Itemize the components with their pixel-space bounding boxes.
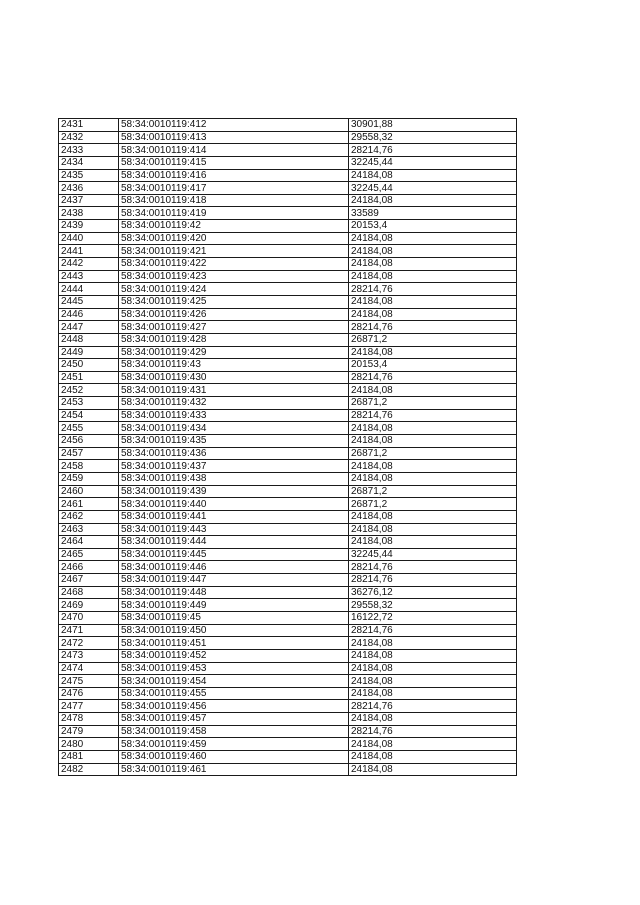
value-cell: 28214,76 — [349, 574, 517, 587]
cadastral-number-cell: 58:34:0010119:448 — [119, 586, 349, 599]
row-number-cell: 2478 — [59, 713, 119, 726]
table-row — [59, 371, 517, 384]
cadastral-number-cell: 58:34:0010119:460 — [119, 751, 349, 764]
row-number-cell: 2439 — [59, 220, 119, 233]
table-row — [59, 523, 517, 536]
value-cell: 28214,76 — [349, 561, 517, 574]
row-number-cell: 2431 — [59, 119, 119, 132]
cadastral-number-cell: 58:34:0010119:453 — [119, 662, 349, 675]
table-row — [59, 574, 517, 587]
row-number-cell: 2453 — [59, 397, 119, 410]
value-cell: 26871,2 — [349, 397, 517, 410]
row-number-cell: 2447 — [59, 321, 119, 334]
table-row — [59, 599, 517, 612]
row-number-cell: 2482 — [59, 763, 119, 776]
value-cell: 24184,08 — [349, 460, 517, 473]
cadastral-number-cell: 58:34:0010119:445 — [119, 548, 349, 561]
row-number-cell: 2445 — [59, 295, 119, 308]
value-cell: 24184,08 — [349, 346, 517, 359]
row-number-cell: 2442 — [59, 258, 119, 271]
table-row — [59, 283, 517, 296]
cadastral-number-cell: 58:34:0010119:433 — [119, 409, 349, 422]
row-number-cell: 2454 — [59, 409, 119, 422]
cadastral-number-cell: 58:34:0010119:461 — [119, 763, 349, 776]
value-cell: 28214,76 — [349, 321, 517, 334]
value-cell: 24184,08 — [349, 169, 517, 182]
table-row — [59, 586, 517, 599]
row-number-cell: 2446 — [59, 308, 119, 321]
value-cell: 24184,08 — [349, 510, 517, 523]
cadastral-number-cell: 58:34:0010119:438 — [119, 472, 349, 485]
cadastral-number-cell: 58:34:0010119:455 — [119, 687, 349, 700]
value-cell: 20153,4 — [349, 220, 517, 233]
value-cell: 26871,2 — [349, 498, 517, 511]
value-cell: 24184,08 — [349, 523, 517, 536]
table-row — [59, 611, 517, 624]
cadastral-number-cell: 58:34:0010119:428 — [119, 333, 349, 346]
table-row — [59, 649, 517, 662]
table-row — [59, 472, 517, 485]
value-cell: 16122,72 — [349, 611, 517, 624]
value-cell: 24184,08 — [349, 675, 517, 688]
row-number-cell: 2438 — [59, 207, 119, 220]
row-number-cell: 2432 — [59, 131, 119, 144]
table-row — [59, 675, 517, 688]
row-number-cell: 2443 — [59, 270, 119, 283]
table-row — [59, 169, 517, 182]
row-number-cell: 2449 — [59, 346, 119, 359]
row-number-cell: 2448 — [59, 333, 119, 346]
cadastral-number-cell: 58:34:0010119:415 — [119, 156, 349, 169]
data-table — [58, 118, 517, 776]
table-row — [59, 131, 517, 144]
row-number-cell: 2441 — [59, 245, 119, 258]
value-cell: 24184,08 — [349, 738, 517, 751]
row-number-cell: 2458 — [59, 460, 119, 473]
cadastral-number-cell: 58:34:0010119:425 — [119, 295, 349, 308]
row-number-cell: 2467 — [59, 574, 119, 587]
cadastral-number-cell: 58:34:0010119:412 — [119, 119, 349, 132]
cadastral-number-cell: 58:34:0010119:423 — [119, 270, 349, 283]
value-cell: 24184,08 — [349, 194, 517, 207]
cadastral-number-cell: 58:34:0010119:439 — [119, 485, 349, 498]
cadastral-number-cell: 58:34:0010119:458 — [119, 725, 349, 738]
table-row — [59, 447, 517, 460]
value-cell: 24184,08 — [349, 662, 517, 675]
cadastral-number-cell: 58:34:0010119:449 — [119, 599, 349, 612]
row-number-cell: 2468 — [59, 586, 119, 599]
value-cell: 26871,2 — [349, 485, 517, 498]
row-number-cell: 2474 — [59, 662, 119, 675]
row-number-cell: 2464 — [59, 536, 119, 549]
row-number-cell: 2470 — [59, 611, 119, 624]
table-row — [59, 144, 517, 157]
table-row — [59, 624, 517, 637]
table-row — [59, 245, 517, 258]
table-row — [59, 258, 517, 271]
cadastral-number-cell: 58:34:0010119:424 — [119, 283, 349, 296]
value-cell: 26871,2 — [349, 333, 517, 346]
table-row — [59, 498, 517, 511]
cadastral-number-cell: 58:34:0010119:413 — [119, 131, 349, 144]
cadastral-number-cell: 58:34:0010119:437 — [119, 460, 349, 473]
row-number-cell: 2475 — [59, 675, 119, 688]
value-cell: 24184,08 — [349, 536, 517, 549]
value-cell: 30901,88 — [349, 119, 517, 132]
table-row — [59, 194, 517, 207]
cadastral-number-cell: 58:34:0010119:450 — [119, 624, 349, 637]
table-row — [59, 333, 517, 346]
table-row — [59, 295, 517, 308]
row-number-cell: 2450 — [59, 359, 119, 372]
table-row — [59, 763, 517, 776]
value-cell: 28214,76 — [349, 700, 517, 713]
row-number-cell: 2465 — [59, 548, 119, 561]
row-number-cell: 2435 — [59, 169, 119, 182]
table-row — [59, 156, 517, 169]
table-row — [59, 713, 517, 726]
cadastral-number-cell: 58:34:0010119:43 — [119, 359, 349, 372]
row-number-cell: 2463 — [59, 523, 119, 536]
row-number-cell: 2473 — [59, 649, 119, 662]
row-number-cell: 2460 — [59, 485, 119, 498]
row-number-cell: 2471 — [59, 624, 119, 637]
value-cell: 33589 — [349, 207, 517, 220]
row-number-cell: 2477 — [59, 700, 119, 713]
value-cell: 24184,08 — [349, 751, 517, 764]
cadastral-number-cell: 58:34:0010119:441 — [119, 510, 349, 523]
value-cell: 29558,32 — [349, 599, 517, 612]
cadastral-number-cell: 58:34:0010119:436 — [119, 447, 349, 460]
value-cell: 24184,08 — [349, 232, 517, 245]
row-number-cell: 2455 — [59, 422, 119, 435]
value-cell: 24184,08 — [349, 637, 517, 650]
cadastral-number-cell: 58:34:0010119:432 — [119, 397, 349, 410]
row-number-cell: 2469 — [59, 599, 119, 612]
value-cell: 24184,08 — [349, 472, 517, 485]
cadastral-number-cell: 58:34:0010119:444 — [119, 536, 349, 549]
value-cell: 28214,76 — [349, 409, 517, 422]
table-row — [59, 359, 517, 372]
table-row — [59, 751, 517, 764]
value-cell: 24184,08 — [349, 308, 517, 321]
cadastral-number-cell: 58:34:0010119:454 — [119, 675, 349, 688]
table-row — [59, 725, 517, 738]
table-row — [59, 220, 517, 233]
value-cell: 24184,08 — [349, 763, 517, 776]
table-row — [59, 460, 517, 473]
cadastral-number-cell: 58:34:0010119:429 — [119, 346, 349, 359]
table-row — [59, 485, 517, 498]
table-body — [59, 119, 517, 776]
cadastral-number-cell: 58:34:0010119:422 — [119, 258, 349, 271]
row-number-cell: 2466 — [59, 561, 119, 574]
table-row — [59, 662, 517, 675]
table-row — [59, 207, 517, 220]
row-number-cell: 2472 — [59, 637, 119, 650]
table-row — [59, 536, 517, 549]
value-cell: 24184,08 — [349, 245, 517, 258]
table-row — [59, 232, 517, 245]
cadastral-number-cell: 58:34:0010119:420 — [119, 232, 349, 245]
table-row — [59, 119, 517, 132]
table-row — [59, 346, 517, 359]
row-number-cell: 2434 — [59, 156, 119, 169]
value-cell: 29558,32 — [349, 131, 517, 144]
cadastral-number-cell: 58:34:0010119:414 — [119, 144, 349, 157]
row-number-cell: 2457 — [59, 447, 119, 460]
table-row — [59, 397, 517, 410]
row-number-cell: 2459 — [59, 472, 119, 485]
cadastral-number-cell: 58:34:0010119:42 — [119, 220, 349, 233]
row-number-cell: 2440 — [59, 232, 119, 245]
table-row — [59, 321, 517, 334]
row-number-cell: 2476 — [59, 687, 119, 700]
cadastral-number-cell: 58:34:0010119:452 — [119, 649, 349, 662]
cadastral-number-cell: 58:34:0010119:435 — [119, 435, 349, 448]
cadastral-number-cell: 58:34:0010119:459 — [119, 738, 349, 751]
table-row — [59, 409, 517, 422]
table-row — [59, 308, 517, 321]
table-row — [59, 435, 517, 448]
value-cell: 28214,76 — [349, 371, 517, 384]
value-cell: 24184,08 — [349, 713, 517, 726]
cadastral-number-cell: 58:34:0010119:447 — [119, 574, 349, 587]
row-number-cell: 2452 — [59, 384, 119, 397]
value-cell: 28214,76 — [349, 283, 517, 296]
table-row — [59, 384, 517, 397]
value-cell: 24184,08 — [349, 295, 517, 308]
cadastral-number-cell: 58:34:0010119:457 — [119, 713, 349, 726]
table-row — [59, 687, 517, 700]
cadastral-number-cell: 58:34:0010119:431 — [119, 384, 349, 397]
row-number-cell: 2461 — [59, 498, 119, 511]
cadastral-number-cell: 58:34:0010119:419 — [119, 207, 349, 220]
row-number-cell: 2437 — [59, 194, 119, 207]
value-cell: 24184,08 — [349, 258, 517, 271]
row-number-cell: 2456 — [59, 435, 119, 448]
table-row — [59, 510, 517, 523]
value-cell: 36276,12 — [349, 586, 517, 599]
cadastral-number-cell: 58:34:0010119:418 — [119, 194, 349, 207]
cadastral-number-cell: 58:34:0010119:456 — [119, 700, 349, 713]
value-cell: 28214,76 — [349, 144, 517, 157]
table-row — [59, 561, 517, 574]
cadastral-number-cell: 58:34:0010119:426 — [119, 308, 349, 321]
table-row — [59, 270, 517, 283]
cadastral-number-cell: 58:34:0010119:45 — [119, 611, 349, 624]
value-cell: 32245,44 — [349, 182, 517, 195]
table-row — [59, 422, 517, 435]
cadastral-number-cell: 58:34:0010119:416 — [119, 169, 349, 182]
row-number-cell: 2480 — [59, 738, 119, 751]
table-row — [59, 548, 517, 561]
row-number-cell: 2462 — [59, 510, 119, 523]
cadastral-number-cell: 58:34:0010119:446 — [119, 561, 349, 574]
row-number-cell: 2433 — [59, 144, 119, 157]
cadastral-number-cell: 58:34:0010119:421 — [119, 245, 349, 258]
value-cell: 24184,08 — [349, 435, 517, 448]
cadastral-number-cell: 58:34:0010119:451 — [119, 637, 349, 650]
cadastral-number-cell: 58:34:0010119:417 — [119, 182, 349, 195]
cadastral-number-cell: 58:34:0010119:430 — [119, 371, 349, 384]
cadastral-number-cell: 58:34:0010119:427 — [119, 321, 349, 334]
table-row — [59, 182, 517, 195]
row-number-cell: 2481 — [59, 751, 119, 764]
value-cell: 24184,08 — [349, 422, 517, 435]
table-row — [59, 637, 517, 650]
value-cell: 24184,08 — [349, 687, 517, 700]
value-cell: 24184,08 — [349, 649, 517, 662]
table-row — [59, 700, 517, 713]
value-cell: 32245,44 — [349, 156, 517, 169]
row-number-cell: 2444 — [59, 283, 119, 296]
value-cell: 24184,08 — [349, 270, 517, 283]
value-cell: 32245,44 — [349, 548, 517, 561]
value-cell: 28214,76 — [349, 624, 517, 637]
cadastral-number-cell: 58:34:0010119:434 — [119, 422, 349, 435]
row-number-cell: 2479 — [59, 725, 119, 738]
cadastral-number-cell: 58:34:0010119:440 — [119, 498, 349, 511]
row-number-cell: 2451 — [59, 371, 119, 384]
cadastral-number-cell: 58:34:0010119:443 — [119, 523, 349, 536]
row-number-cell: 2436 — [59, 182, 119, 195]
value-cell: 26871,2 — [349, 447, 517, 460]
table-row — [59, 738, 517, 751]
value-cell: 24184,08 — [349, 384, 517, 397]
value-cell: 28214,76 — [349, 725, 517, 738]
value-cell: 20153,4 — [349, 359, 517, 372]
